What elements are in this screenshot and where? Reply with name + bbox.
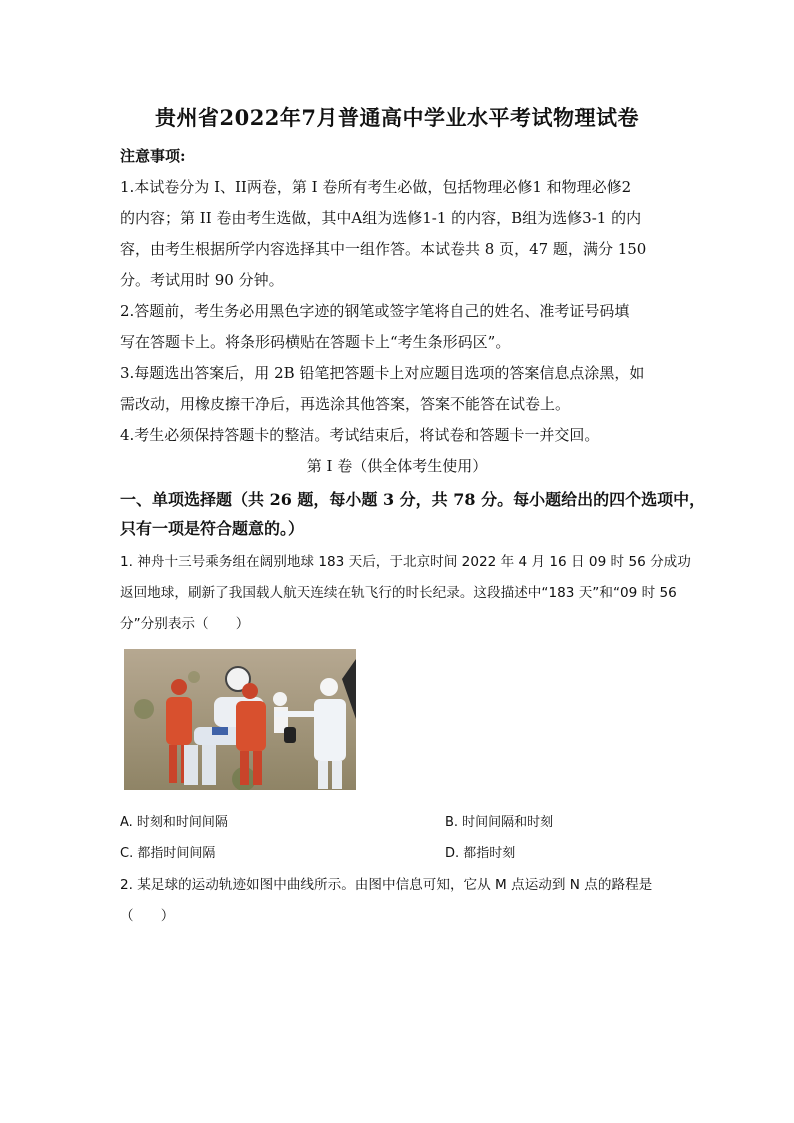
notice-line: 4.考生必须保持答题卡的整洁。考试结束后，将试卷和答题卡一并交回。 — [120, 426, 600, 444]
notice-line: 需改动，用橡皮擦干净后，再选涂其他答案，答案不能答在试卷上。 — [120, 395, 571, 413]
notice-line: 的内容；第 II 卷由考生选做，其中A组为选修1-1 的内容，B组为选修3-1 的内 — [120, 209, 642, 227]
notice-heading: 注意事项: — [120, 147, 186, 165]
astronaut-return-photo — [124, 649, 356, 790]
notice-line: 2.答题前，考生务必用黑色字迹的钢笔或签字笔将自己的姓名、准考证号码填 — [120, 302, 630, 320]
section1-heading: 一、单项选择题（共 26 题，每小题 3 分，共 78 分。每小题给出的四个选项中， — [120, 490, 706, 509]
notice-line: 1.本试卷分为 I、II两卷，第 I 卷所有考生必做，包括物理必修1 和物理必修2 — [120, 178, 632, 196]
section1-heading-cont: 只有一项是符合题意的。） — [120, 519, 305, 538]
question-1-text: 1. 神舟十三号乘务组在阔别地球 183 天后，于北京时间 2022 年 4 月 16 日 09 时 56 分成功 — [120, 554, 691, 570]
option-a: A. 时刻和时间间隔 — [120, 815, 228, 830]
part1-title: 第 I 卷（供全体考生使用） — [306, 457, 488, 475]
question-2-text: （ ） — [120, 908, 175, 924]
option-b: B. 时间间隔和时刻 — [445, 815, 554, 830]
question-1-text: 返回地球，刷新了我国载人航天连续在轨飞行的时长纪录。这段描述中“183 天”和“09 时 56 — [120, 585, 677, 601]
notice-line: 写在答题卡上。将条形码横贴在答题卡上“考生条形码区”。 — [120, 333, 511, 351]
notice-line: 分。考试用时 90 分钟。 — [120, 271, 284, 289]
question-2-text: 2. 某足球的运动轨迹如图中曲线所示。由图中信息可知，它从 M 点运动到 N 点的路程是 — [120, 877, 653, 893]
option-c: C. 都指时间间隔 — [120, 846, 216, 861]
question-1-text: 分”分别表示（ ） — [120, 616, 250, 632]
page-title: 贵州省2022年7月普通高中学业水平考试物理试卷 — [154, 105, 640, 130]
option-d: D. 都指时刻 — [445, 846, 516, 861]
notice-line: 3.每题选出答案后，用 2B 铅笔把答题卡上对应题目选项的答案信息点涂黑，如 — [120, 364, 645, 382]
notice-line: 容，由考生根据所学内容选择其中一组作答。本试卷共 8 页，47 题，满分 150 — [120, 240, 647, 258]
